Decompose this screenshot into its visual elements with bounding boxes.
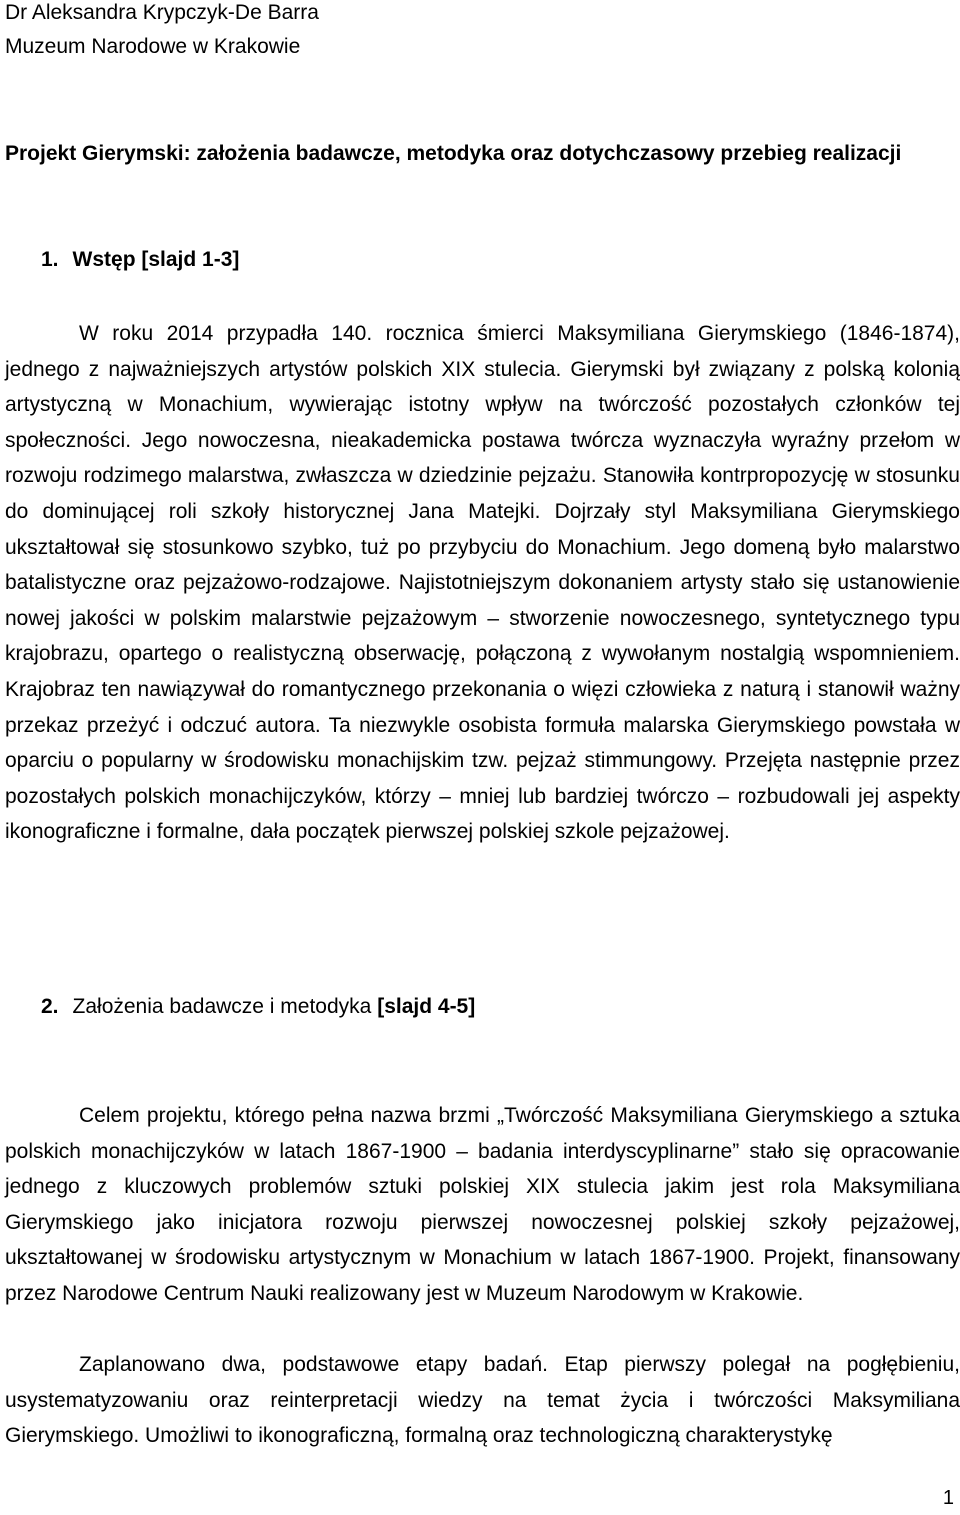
section-number: 2.	[41, 995, 59, 1018]
section-heading-1	[41, 245, 239, 275]
section-slide-ref: [slajd 4-5]	[377, 995, 476, 1018]
section-2-paragraph-1: Celem projektu, którego pełna nazwa brzmi „Twórczość Maksymiliana Gierymskiego a sztuka polskich monachijczyków w latach 1867-1900 – badania interdyscyplinarne” stało się opracowanie jednego z kluczowych problemów sztuki polskiej XIX stulecia jakim jest rola Maksymiliana Gierymskiego jako inicjatora rozwoju pierwszej nowoczesnej polskiej szkoły pejzażowej, ukształtowanej w środowisku artystycznym w Monachium w latach 1867-1900. Projekt, finansowany przez Narodowe Centrum Nauki realizowany jest w Muzeum Narodowym w Krakowie.	[5, 1104, 960, 1305]
section-heading-text: Założenia badawcze i metodyka	[72, 995, 372, 1018]
section-heading-2	[41, 992, 475, 1022]
page-number: 1	[942, 1487, 954, 1509]
author-name: Dr Aleksandra Krypczyk-De Barra	[5, 1, 319, 24]
section-2-paragraph-2: Zaplanowano dwa, podstawowe etapy badań. Etap pierwszy polegał na pogłębieniu, usystematyzowaniu oraz reinterpretacji wiedzy na temat życia i twórczości Maksymiliana Gierymskiego. Umożliwi to ikonograficzną, formalną oraz technologiczną charakterystykę	[5, 1353, 960, 1447]
section-number: 1.	[41, 248, 59, 271]
document-title: Projekt Gierymski: założenia badawcze, metodyka oraz dotychczasowy przebieg realizacji	[5, 142, 902, 165]
section-heading-text: Wstęp [slajd 1-3]	[72, 248, 240, 271]
author-affiliation: Muzeum Narodowe w Krakowie	[5, 35, 301, 58]
section-1-paragraph: W roku 2014 przypadła 140. rocznica śmierci Maksymiliana Gierymskiego (1846-1874), jednego z najważniejszych artystów polskich XIX stulecia. Gierymski był związany z polską kolonią artystyczną w Monachium, wywierając istotny wpływ na twórczość pozostałych członków tej społeczności. Jego nowoczesna, nieakademicka postawa twórcza wyznaczyła wyraźny przełom w rozwoju rodzimego malarstwa, zwłaszcza w dziedzinie pejzażu. Stanowiła kontrpropozycję w stosunku do dominującej roli szkoły historycznej Jana Matejki. Dojrzały styl Maksymiliana Gierymskiego ukształtował się stosunkowo szybko, tuż po przybyciu do Monachium. Jego domeną było malarstwo batalistyczne oraz pejzażowo-rodzajowe. Najistotniejszym dokonaniem artysty stało się ustanowienie nowej jakości w polskim malarstwie pejzażowym – stworzenie nowoczesnego, syntetycznego typu krajobrazu, opartego o realistyczną obserwację, połączoną z wywołanym nostalgią wspomnieniem. Krajobraz ten nawiązywał do romantycznego przekonania o więzi człowieka z naturą i stanowił ważny przekaz przeżyć i odczuć autora. Ta niezwykle osobista formuła malarska Gierymskiego powstała w oparciu o popularny w środowisku monachijskim tzw. pejzaż stimmungowy. Przejęta następnie przez pozostałych polskich monachijczyków, którzy – mniej lub bardziej twórczo – rozbudowali jej aspekty ikonograficzne i formalne, dała początek pierwszej polskiej szkole pejzażowej.	[5, 322, 960, 844]
